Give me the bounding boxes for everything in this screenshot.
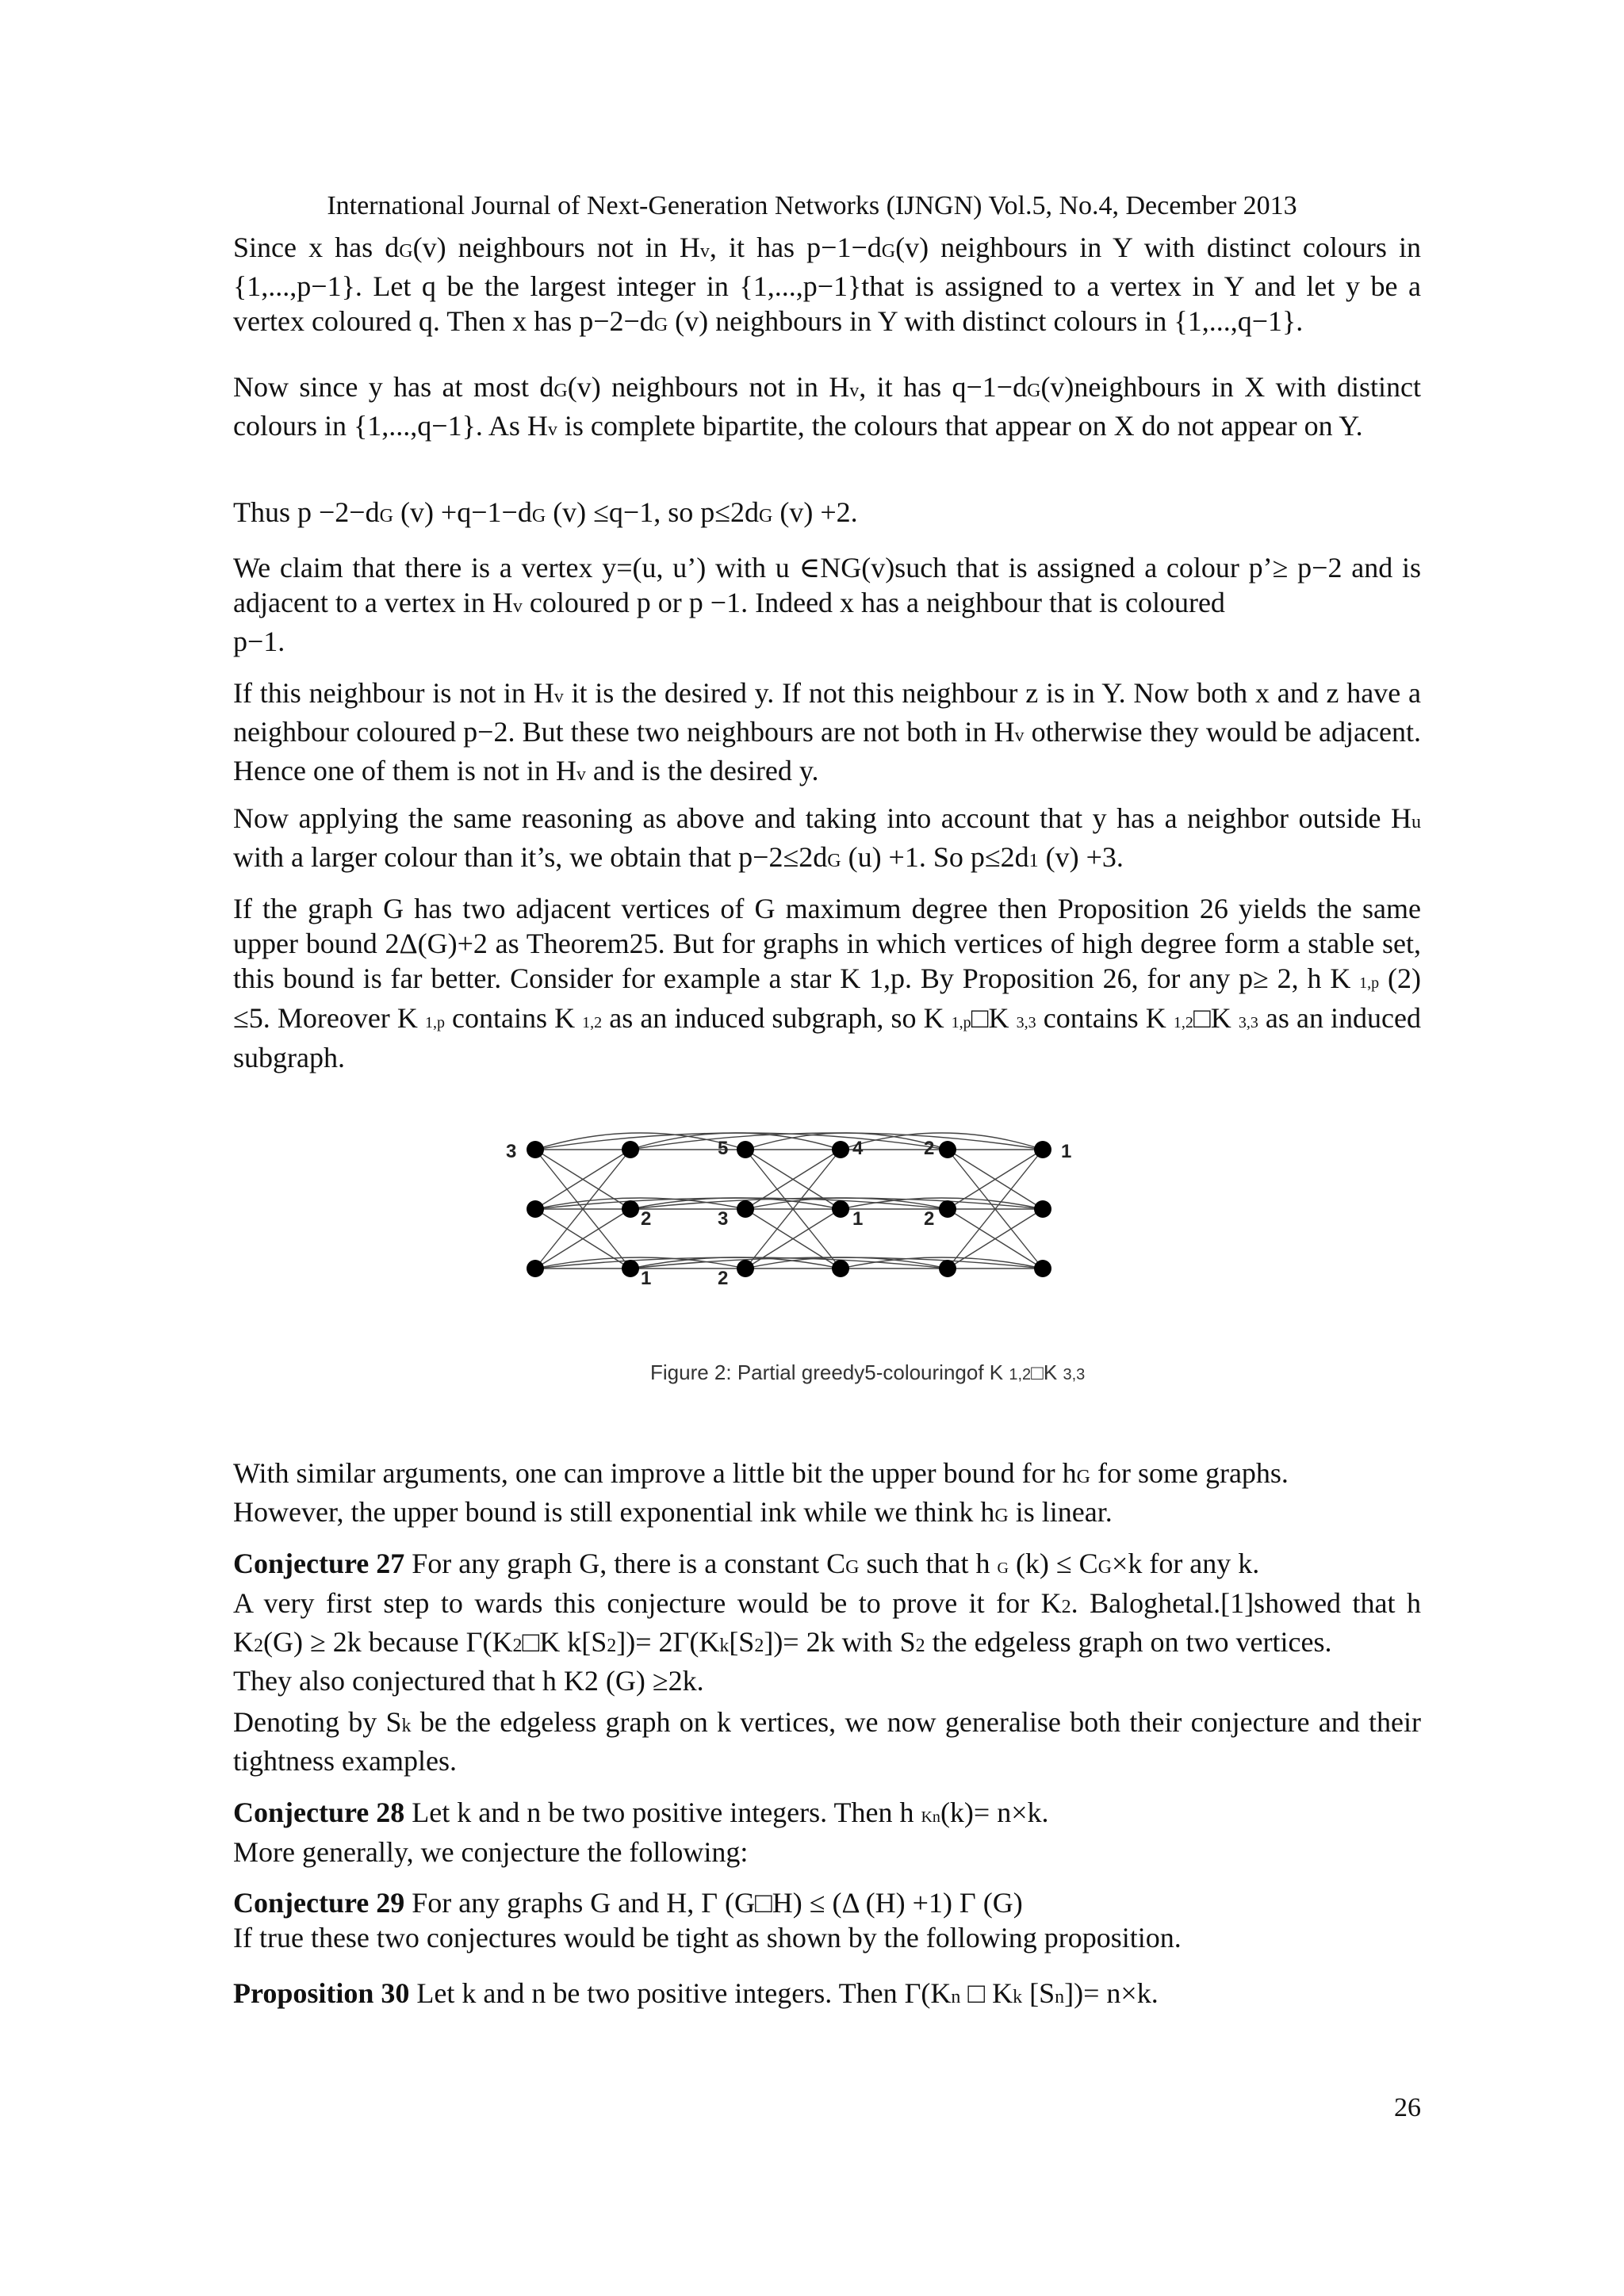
graph-vertex (832, 1141, 849, 1158)
graph-vertex (737, 1200, 754, 1218)
graph-vertex (832, 1260, 849, 1277)
graph-edges (535, 1133, 1043, 1269)
graph-vertex (737, 1260, 754, 1277)
vertex-colour-label: 2 (924, 1138, 935, 1159)
paragraph-6: Now applying the same reasoning as above and taking into account that y has a neighbor outside Hu with a larger colour than it’s, we obtain that p−2≤2dG (u) +1. So p≤2d1 (v) +3. (233, 802, 1421, 873)
proposition-30: Proposition 30 Let k and n be two positive integers. Then Γ(Kn □ Kk [Sn])= n×k. (233, 1977, 1159, 2009)
vertex-colour-label: 3 (718, 1208, 729, 1230)
vertex-colour-label: 1 (641, 1268, 652, 1289)
vertex-colour-label: 4 (852, 1138, 864, 1159)
graph-vertex (622, 1141, 639, 1158)
graph-vertex (527, 1141, 544, 1158)
vertex-colour-label: 2 (641, 1208, 652, 1230)
conjecture-29-label: Conjecture 29 (233, 1887, 405, 1919)
graph-vertex (939, 1141, 956, 1158)
graph-vertex (1034, 1141, 1051, 1158)
graph-vertex (1034, 1200, 1051, 1218)
graph-figure (492, 1126, 1110, 1395)
conjecture-29: Conjecture 29 For any graphs G and H, Γ (G□H) ≤ (Δ (H) +1) Γ (G) If true these two conjectures would be tight as shown by the following proposition. (233, 1887, 1182, 1954)
graph-vertex (939, 1200, 956, 1218)
graph-vertex (1034, 1260, 1051, 1277)
paragraph-8: With similar arguments, one can improve a little bit the upper bound for hG for some graphs. However, the upper bound is still exponential ink while we think hG is linear. (233, 1457, 1289, 1528)
graph-vertex (622, 1260, 639, 1277)
vertex-colour-label: 1 (852, 1208, 864, 1230)
paragraph-9: Denoting by Sk be the edgeless graph on k vertices, we now generalise both their conjecture and their tightness examples. (233, 1706, 1421, 1777)
paragraph-1: Since x has dG(v) neighbours not in Hv, it has p−1−dG(v) neighbours in Y with distinct colours in {1,...,p−1}. Let q be the largest integer in {1,...,p−1}that is assigned to a vertex in Y and let y be a vertex coloured q. Then x has p−2−dG (v) neighbours in Y with distinct colours in {1,...,q−1}. (233, 232, 1421, 337)
conjecture-28: Conjecture 28 Let k and n be two positive integers. Then h Kn(k)= n×k. More generally, we conjecture the following: (233, 1797, 1049, 1868)
page-number: 26 (1394, 2093, 1421, 2122)
vertex-colour-label: 3 (506, 1141, 517, 1162)
conjecture-27: Conjecture 27 For any graph G, there is a constant CG such that h G (k) ≤ CG×k for any k. A very first step to wards this conjecture would be to prove it for K2. Baloghetal.[1]showed that h K2(G) ≥ 2k because Γ(K2□K k[S2])= 2Γ(Kk[S2])= 2k with S2 the edgeless graph on two vertices. They also conjectured that h K2 (G) ≥2k. (233, 1548, 1422, 1697)
paragraph-3: Thus p −2−dG (v) +q−1−dG (v) ≤q−1, so p≤2dG (v) +2. (233, 496, 858, 528)
vertex-colour-label: 2 (924, 1208, 935, 1230)
vertex-colour-label: 5 (718, 1138, 729, 1159)
paragraph-7: If the graph G has two adjacent vertices of G maximum degree then Proposition 26 yields the same upper bound 2Δ(G)+2 as Theorem25. But for graphs in which vertices of high degree form a stable set, this bound is far better. Consider for example a star K 1,p. By Proposition 26, for any p≥ 2, h K 1,p (2) ≤5. Moreover K 1,p contains K 1,2 as an induced subgraph, so K 1,p□K 3,3 contains K 1,2□K 3,3 as an induced subgraph. (233, 893, 1422, 1073)
vertex-colour-label: 1 (1061, 1141, 1072, 1162)
graph-vertex (527, 1260, 544, 1277)
graph-vertex (939, 1260, 956, 1277)
graph-vertex (622, 1200, 639, 1218)
conjecture-27-label: Conjecture 27 (233, 1548, 405, 1579)
graph-vertex (737, 1141, 754, 1158)
figure-caption: Figure 2: Partial greedy5-colouringof K 1,2□K 3,3 (650, 1360, 1086, 1384)
vertex-colour-label: 2 (718, 1268, 729, 1289)
paragraph-2: Now since y has at most dG(v) neighbours not in Hv, it has q−1−dG(v)neighbours in X with distinct colours in {1,...,q−1}. As Hv is complete bipartite, the colours that appear on X do not appear on Y. (233, 371, 1421, 442)
graph-vertex (527, 1200, 544, 1218)
paragraph-4: We claim that there is a vertex y=(u, u’) with u ∈NG(v)such that is assigned a colour p’≥ p−2 and is adjacent to a vertex in Hv coloured p or p −1. Indeed x has a neighbour that is coloured p−1. (233, 552, 1421, 657)
conjecture-28-label: Conjecture 28 (233, 1797, 405, 1828)
running-header: International Journal of Next-Generation Networks (IJNGN) Vol.5, No.4, December 2013 (327, 191, 1297, 220)
graph-vertex (832, 1200, 849, 1218)
paragraph-5: If this neighbour is not in Hv it is the desired y. If not this neighbour z is in Y. Now both x and z have a neighbour coloured p−2. But these two neighbours are not both in Hv otherwise they would be adjacent. Hence one of them is not in Hv and is the desired y. (233, 677, 1421, 786)
proposition-30-label: Proposition 30 (233, 1977, 410, 2009)
